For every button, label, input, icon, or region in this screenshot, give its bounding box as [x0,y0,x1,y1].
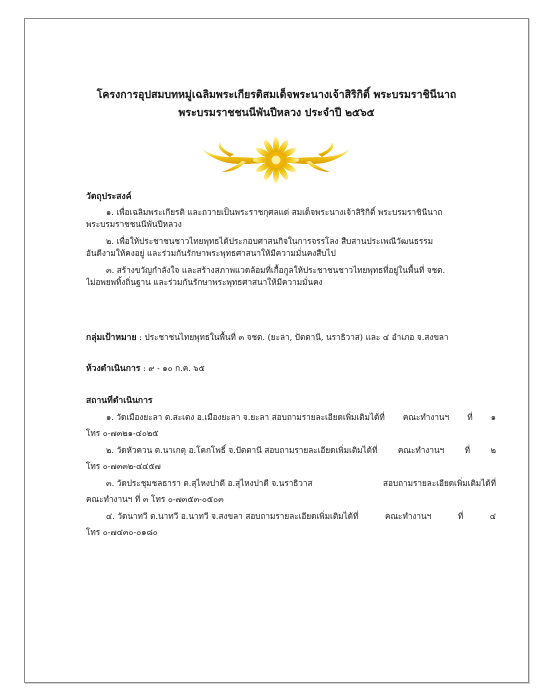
venues-heading: สถานที่ดำเนินการ [86,396,153,406]
objective-1-line2: พระบรมราชชนนีพันปีหลวง [86,219,182,229]
objectives-section [86,191,496,289]
venue-2-line1 [86,444,496,457]
objective-1-line1: ๑. เพื่อเฉลิมพระเกียรติ และถวายเป็นพระราชกุศลแด่ สมเด็จพระนางเจ้าสิริกิติ์ พระบรมราชินีนาถ [106,206,443,217]
target-value: : ประชาชนไทยพุทธในพื้นที่ ๓ จชต. (ยะลา, ปัตตานี, นราธิวาส) และ ๔ อำเภอ จ.สงขลา [136,332,449,342]
objective-2-line2: อันดีงามให้คงอยู่ และร่วมกันรักษาพระพุทธศาสนาให้มีความมั่นคงสืบไป [86,248,336,258]
objective-3-line2: ไม่อพยพทิ้งถิ่นฐาน และร่วมกันรักษาพระพุทธศาสนาให้มีความมั่นคง [86,277,323,287]
period-label: ห้วงดำเนินการ [86,364,141,374]
venue-4-text: ๔. วัดนาทวี ต.นาทวี อ.นาทวี จ.สงขลา สอบถามรายละเอียดเพิ่มเติมได้ที่ [106,510,359,521]
venue-2-number: ๒ [490,444,496,455]
venue-2-text: ๒. วัดหัวควน ต.นาเกตุ อ.โคกโพธิ์ จ.ปัตตานี สอบถามรายละเอียดเพิ่มเติมได้ที่ [106,444,378,455]
venue-1-number: ๑ [490,411,496,422]
venue-3-inquiry: สอบถามรายละเอียดเพิ่มเติมได้ที่ [382,477,496,488]
golden-flower-ornament [200,132,352,186]
venue-4-team: คณะทำงานฯ [384,510,432,521]
document-title-line1: โครงการอุปสมบทหมู่เฉลิมพระเกียรติสมเด็จพระนางเจ้าสิริกิติ์ พระบรมราชินีนาถ [96,89,457,101]
period-section [86,362,496,376]
venue-4-number: ๔ [489,510,496,521]
venue-4-line1 [86,510,496,523]
target-section [86,331,496,345]
target-label: กลุ่มเป้าหมาย [86,333,137,343]
document-page [24,18,529,683]
venue-4-at: ที่ [457,510,464,521]
venue-1-team: คณะทำงานฯ [402,411,450,422]
objective-2-line1: ๒. เพื่อให้ประชาชนชาวไทยพุทธได้ประกอบศาสนกิจในการจรรโลง สืบสานประเพณีวัฒนธรรม [106,235,434,246]
venue-1-line1 [86,411,496,424]
venue-1-at: ที่ [467,411,473,422]
venues-section [86,395,496,539]
venue-2-team: คณะทำงานฯ [397,444,445,455]
venue-2-at: ที่ [464,444,471,455]
objective-3-line1: ๓. สร้างขวัญกำลังใจ และสร้างสภาพแวดล้อมที่เกื้อกูลให้ประชาชนชาวไทยพุทธที่อยู่ในพื้นที่ จชต. [106,264,446,275]
venue-1-text: ๑. วัดเมืองยะลา ต.สะเตง อ.เมืองยะลา จ.ยะลา สอบถามรายละเอียดเพิ่มเติมได้ที่ [106,411,385,422]
venue-3-phone: คณะทำงานฯ ที่ ๓ โทร ๐-๗๓๕๓-๐๕๐๓ [86,494,224,504]
period-value: : ๙ - ๑๐ ก.ค. ๖๕ [140,363,205,373]
venue-2-phone: โทร ๐-๗๓๓๒-๔๔๕๗ [86,461,161,471]
objectives-heading: วัตถุประสงค์ [86,192,132,202]
venue-3-text: ๓. วัดประชุมชลธารา ต.สุไหงปาดี อ.สุไหงปาดี จ.นราธิวาส [106,477,313,488]
venue-4-phone: โทร ๐-๗๔๓๐-๐๑๘๐ [86,527,158,537]
venue-1-phone: โทร ๐-๗๓๒๑-๔๐๒๕ [86,428,159,438]
document-title-line2: พระบรมราชชนนีพันปีหลวง ประจำปี ๒๕๖๕ [178,107,375,119]
venue-3-line1 [86,477,496,490]
